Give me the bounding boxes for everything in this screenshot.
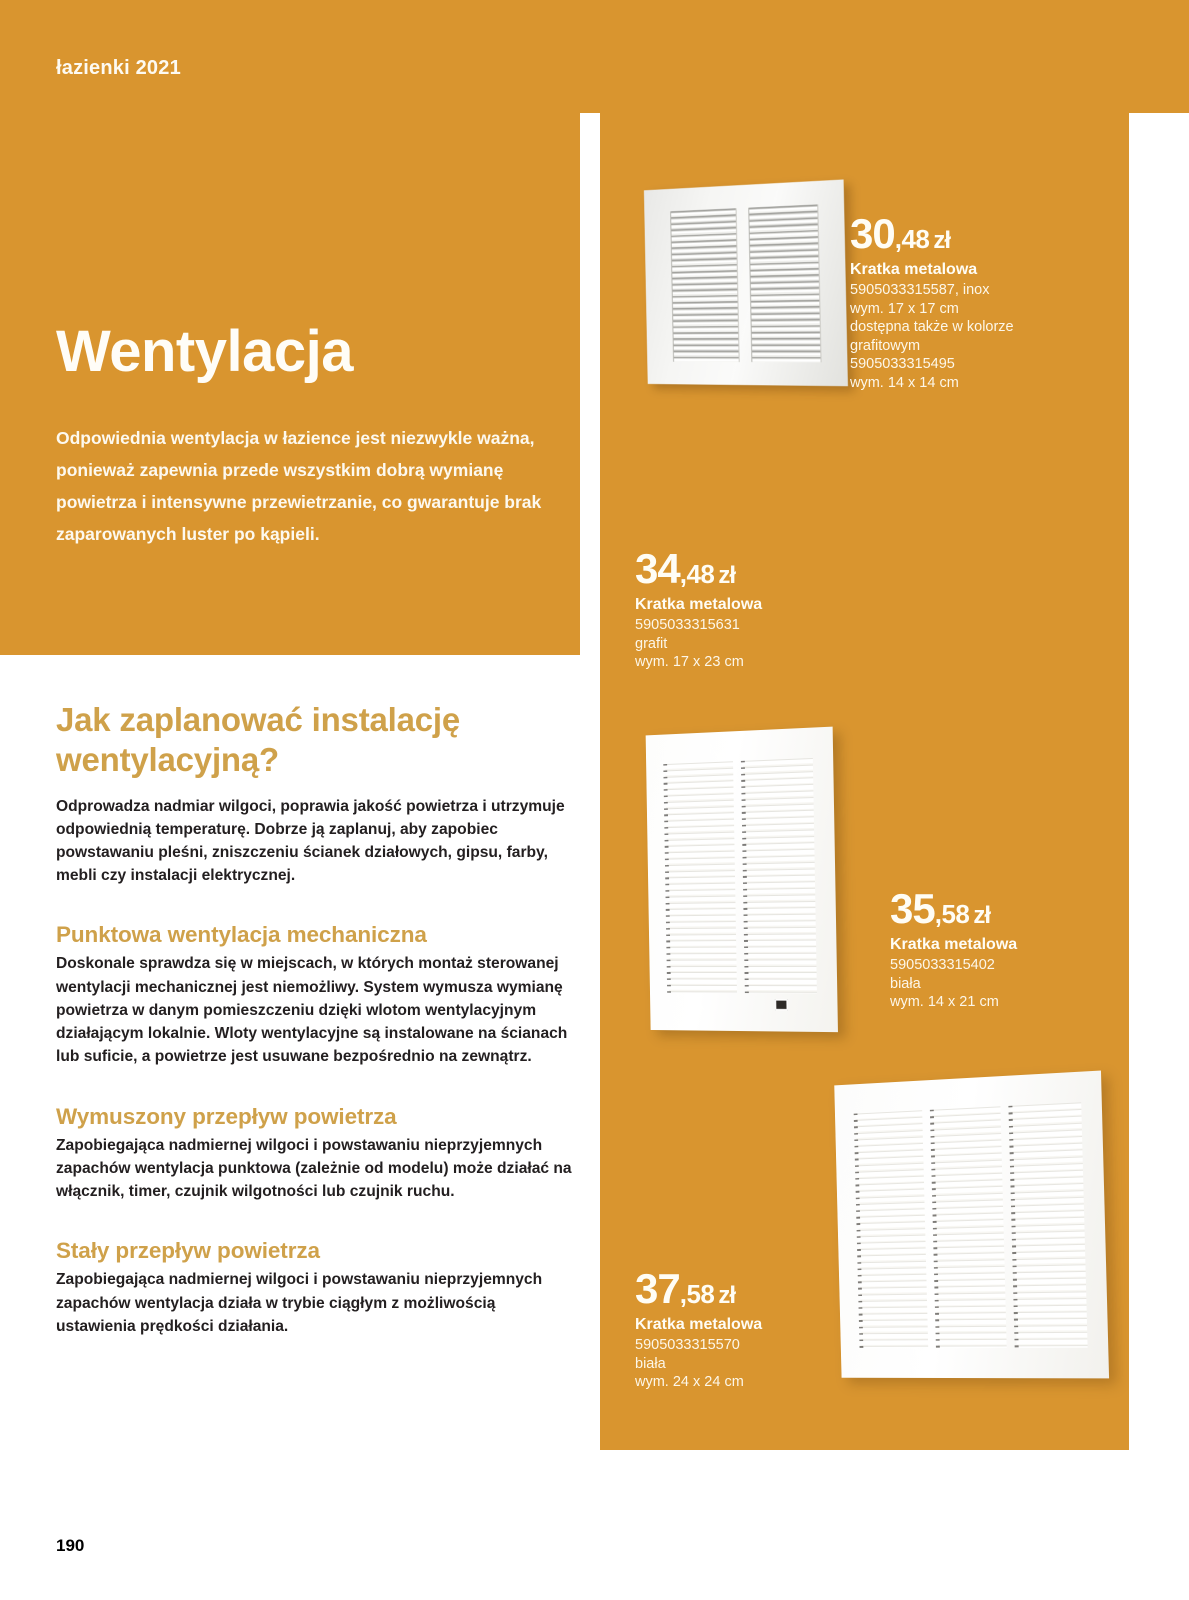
louver-column	[743, 758, 817, 993]
product-meta	[635, 616, 895, 672]
section-body: Odprowadza nadmiar wilgoci, poprawia jakość powietrza i utrzymuje odpowiednią temperaturę. Dobrze ją zaplanuj, aby zapobiec powstawaniu pleśni, zniszczeniu ścianek działowych, gipsu, farby, mebli czy instalacji elektrycznej.	[56, 797, 565, 885]
product-meta-line: dostępna także w kolorze	[850, 319, 1014, 336]
product-meta-line: biała	[890, 975, 921, 992]
product-meta-line: wym. 14 x 14 cm	[850, 374, 959, 391]
vent-grille-white-tall-image	[646, 727, 838, 1033]
price-currency: zł	[718, 562, 736, 589]
article-column	[56, 700, 576, 1338]
product-meta-line: 5905033315587, inox	[850, 282, 990, 299]
product-item	[890, 885, 1129, 1012]
product-price	[890, 885, 1129, 932]
grille-face	[834, 1071, 1109, 1379]
product-meta-line: wym. 17 x 17 cm	[850, 300, 959, 317]
product-name: Kratka metalowa	[635, 596, 763, 613]
grille-face	[646, 727, 838, 1033]
product-name: Kratka metalowa	[635, 1316, 763, 1333]
product-name: Kratka metalowa	[890, 936, 1018, 953]
louver-column	[1010, 1102, 1087, 1348]
section-heading: Jak zaplanować instalację wentylacyjną?	[56, 701, 461, 779]
price-currency: zł	[933, 227, 951, 254]
catalog-brand-label: łazienki 2021	[56, 57, 181, 79]
product-meta-line: wym. 14 x 21 cm	[890, 994, 999, 1011]
subsection-body-punktowa: Doskonale sprawdza się w miejscach, w których montaż sterowanej wentylacji mechanicznej jest niemożliwy. System wymusza wymianę powietrza w danym pomieszczeniu dzięki wlotom wentylacyjnym działającym lokalnie. Wloty wentylacyjne są instalowane na ścianach lub suficie, a powietrze jest usuwane bezpośrednio na zewnątrz.	[56, 955, 568, 1066]
product-meta-line: 5905033315631	[635, 617, 740, 634]
product-meta-line: wym. 17 x 23 cm	[635, 654, 744, 671]
price-fraction: ,48	[679, 559, 715, 589]
product-price	[635, 545, 895, 592]
product-meta-line: 5905033315495	[850, 356, 955, 373]
louver-column	[665, 761, 737, 993]
louver-column	[932, 1106, 1007, 1348]
brand-logo-icon	[775, 999, 788, 1010]
page-header-band	[0, 0, 1189, 113]
product-meta-line: grafit	[635, 635, 668, 652]
product-meta-line: 5905033315402	[890, 957, 995, 974]
product-meta	[890, 956, 1129, 1012]
product-meta-line: wym. 24 x 24 cm	[635, 1374, 744, 1391]
subsection-body-staly: Zapobiegająca nadmiernej wilgoci i powstawaniu nieprzyjemnych zapachów wentylacja działa w trybie ciągłym z możliwością ustawienia prędkości działania.	[56, 1271, 543, 1335]
grille-face	[644, 179, 848, 386]
product-price	[635, 1265, 875, 1312]
page-title: Wentylacja	[56, 319, 353, 384]
price-integer: 35	[890, 885, 935, 932]
product-item	[850, 210, 1110, 392]
product-item	[635, 545, 895, 672]
subsection-body-wymuszony: Zapobiegająca nadmiernej wilgoci i powstawaniu nieprzyjemnych zapachów wentylacja punktowa (zależnie od modelu) może działać na włącznik, timer, czujnik wilgotności lub czujnik ruchu.	[56, 1136, 572, 1201]
product-name: Kratka metalowa	[850, 261, 978, 278]
hero-block	[0, 113, 580, 655]
price-fraction: ,58	[934, 899, 970, 929]
price-integer: 30	[850, 210, 895, 257]
product-meta-line: grafitowym	[850, 337, 921, 354]
price-fraction: ,48	[894, 224, 930, 254]
product-meta	[635, 1336, 875, 1392]
subsection-heading-staly: Stały przepływ powietrza	[56, 1238, 320, 1264]
price-currency: zł	[973, 902, 991, 929]
price-integer: 37	[635, 1265, 680, 1312]
hero-intro-paragraph: Odpowiednia wentylacja w łazience jest niezwykle ważna, ponieważ zapewnia przede wszystkim dobrą wymianę powietrza i intensywne przewietrzanie, co gwarantuje brak zaparowanych luster po kąpieli.	[56, 428, 542, 544]
subsection-heading-wymuszony: Wymuszony przepływ powietrza	[56, 1103, 397, 1129]
product-panel	[600, 113, 1129, 1450]
price-integer: 34	[635, 545, 680, 592]
louver-column	[670, 208, 740, 362]
product-price	[850, 210, 1110, 257]
vent-grille-white-large-image	[834, 1071, 1109, 1379]
product-meta	[850, 281, 1110, 392]
price-currency: zł	[718, 1282, 736, 1309]
product-meta-line: 5905033315570	[635, 1337, 740, 1354]
page-number: 190	[56, 1536, 85, 1555]
subsection-heading-punktowa: Punktowa wentylacja mechaniczna	[56, 922, 427, 948]
vent-grille-inox-square-image	[644, 179, 848, 386]
price-fraction: ,58	[679, 1279, 715, 1309]
product-item	[635, 1265, 875, 1392]
louver-column	[748, 204, 821, 362]
product-meta-line: biała	[635, 1355, 666, 1372]
